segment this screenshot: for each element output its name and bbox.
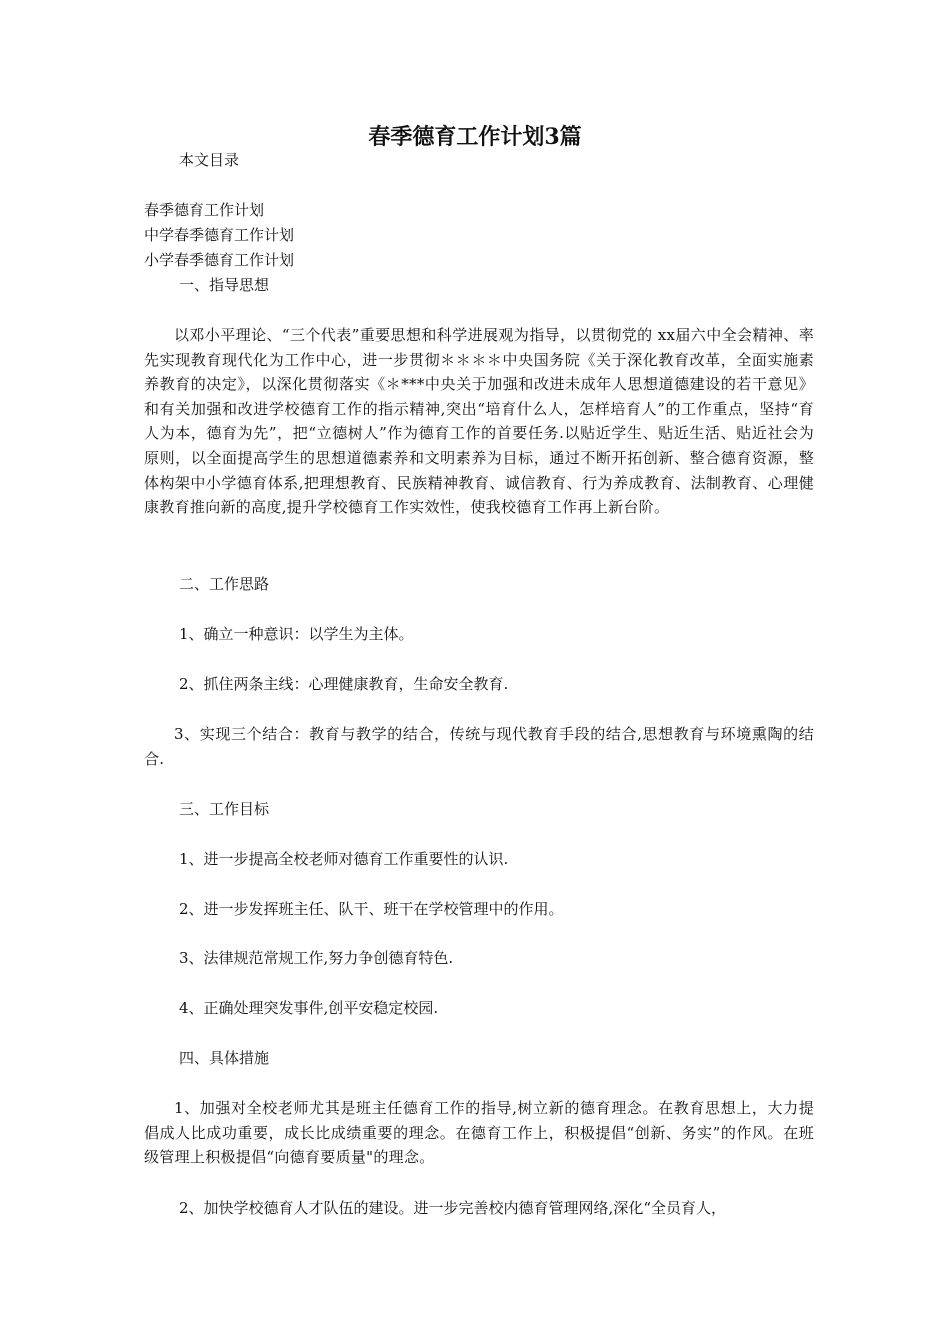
section-heading: 三、工作目标 [179,800,270,818]
list-item: 3、实现三个结合：教育与教学的结合，传统与现代教育手段的结合,思想教育与环境熏陶的结合. [144,725,814,768]
list-item: 3、法律规范常规工作,努力争创德育特色. [179,949,454,967]
document-title: 春季德育工作计划3篇 [368,124,582,150]
list-item: 2、进一步发挥班主任、队干、班干在学校管理中的作用。 [179,900,564,918]
list-item: 2、加快学校德育人才队伍的建设。进一步完善校内德育管理网络,深化“全员育人， [179,1199,726,1217]
toc-item[interactable]: 中学春季德育工作计划 [144,226,295,244]
toc-item[interactable]: 春季德育工作计划 [144,201,265,219]
list-item: 2、抓住两条主线：心理健康教育，生命安全教育. [179,675,509,693]
list-item: 1、确立一种意识：以学生为主体。 [179,625,414,643]
list-item: 1、加强对全校老师尤其是班主任德育工作的指导,树立新的德育理念。在教育思想上，大力提倡成人比成功重要，成长比成绩重要的理念。在德育工作上，积极提倡“创新、务实”的作风。在班级管理上积极提倡“向德育要质量"的理念。 [144,1099,814,1167]
section-heading: 二、工作思路 [179,575,270,593]
paragraph: 以邓小平理论、“三个代表”重要思想和科学进展观为指导，以贯彻党的 xx届六中全会精神、率先实现教育现代化为工作中心，进一步贯彻＊＊＊＊中央国务院《关于深化教育改革，全面实施素养教育的决定》，以深化贯彻落实《＊***中央关于加强和改进未成年人思想道德建设的若干意见》和有关加强和改进学校德育工作的指示精神,突出“培育什么人，怎样培育人”的工作重点，坚持“育人为本，德育为先”，把“立德树人”作为德育工作的首要任务.以贴近学生、贴近生活、贴近社会为原则，以全面提高学生的思想道德素养和文明素养为目标，通过不断开拓创新、整合德育资源，整体构架中小学德育体系,把理想教育、民族精神教育、诚信教育、行为养成教育、法制教育、心理健康教育推向新的高度,提升学校德育工作实效性，使我校德育工作再上新台阶。 [144,326,814,517]
section-heading: 一、指导思想 [179,276,270,294]
toc-item[interactable]: 小学春季德育工作计划 [144,251,295,269]
toc-label: 本文目录 [179,151,240,169]
list-item: 1、进一步提高全校老师对德育工作重要性的认识. [179,850,509,868]
section-heading: 四、具体措施 [179,1049,270,1067]
list-item: 4、正确处理突发事件,创平安稳定校园. [179,999,439,1017]
